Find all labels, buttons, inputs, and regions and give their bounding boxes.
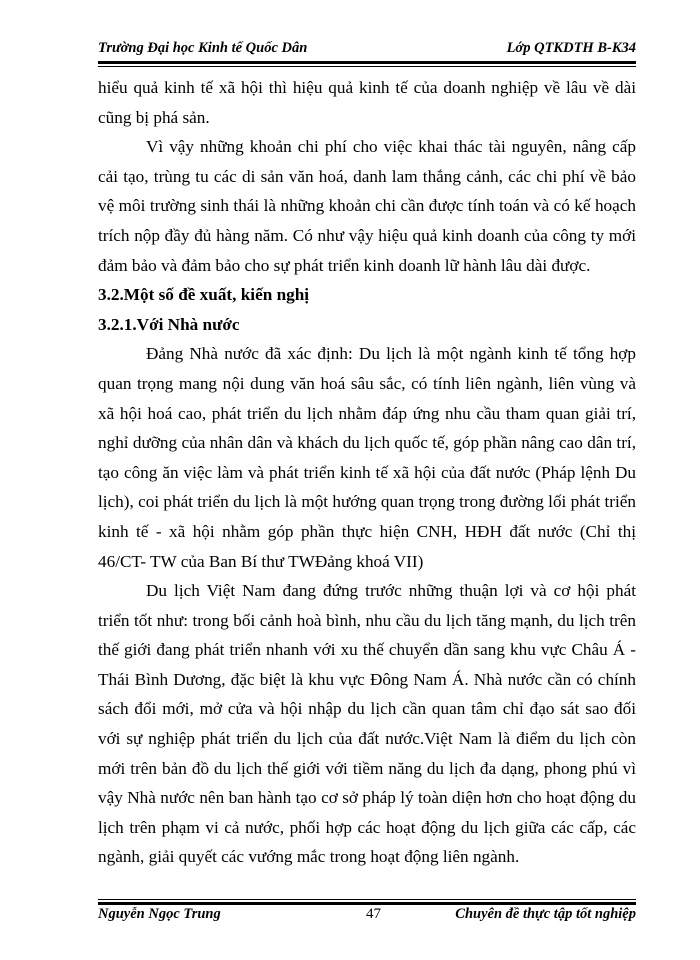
header-rule-thin (98, 66, 636, 67)
document-body (98, 73, 636, 872)
header-class-name: Lớp QTKDTH B-K34 (506, 40, 636, 56)
footer-rule-thin (98, 899, 636, 900)
paragraph-vietnam-tourism: Du lịch Việt Nam đang đứng trước những thuận lợi và cơ hội phát triển tốt như: trong bối cảnh hoà bình, nhu cầu du lịch tăng mạnh, du lịch trên thế giới đang phát triển nhanh với xu thế chuyển dần sang khu vực Châu Á - Thái Bình Dương, đặc biệt là khu vực Đông Nam Á. Nhà nước cần có chính sách đổi mới, mở cửa và hội nhập du lịch cần quan tâm chỉ đạo sát sao đối với sự nghiệp phát triển du lịch của đất nước.Việt Nam là điểm du lịch còn mới trên bản đồ du lịch thế giới với tiềm năng du lịch đa dạng, phong phú vì vậy Nhà nước nên ban hành tạo cơ sở pháp lý toàn diện hơn cho hoạt động du lịch trên phạm vi cả nước, phối hợp các hoạt động du lịch giữa các cấp, các ngành, giải quyết các vướng mắc trong hoạt động liên ngành. (98, 581, 636, 867)
footer-document-type: Chuyên đề thực tập tốt nghiệp (455, 906, 636, 922)
header-school-name: Trường Đại học Kinh tế Quốc Dân (98, 40, 308, 56)
section-heading: 3.2.Một số đề xuất, kiến nghị (98, 285, 310, 305)
header-rule-thick (98, 61, 636, 64)
footer-author: Nguyễn Ngọc Trung (98, 906, 221, 922)
paragraph-continued: hiểu quả kinh tế xã hội thì hiệu quả kinh tế của doanh nghiệp về lâu về dài cũng bị phá sản. (98, 78, 636, 127)
paragraph-costs: Vì vậy những khoản chi phí cho việc khai thác tài nguyên, nâng cấp cải tạo, trùng tu các di sản văn hoá, danh lam thắng cảnh, các chi phí về bảo vệ môi trường sinh thái là những khoản chi cần được tính toán và có kế hoạch trích nộp đầy đủ hàng năm. Có như vậy hiệu quả kinh doanh của công ty mới đảm bảo và đảm bảo cho sự phát triển kinh doanh lữ hành lâu dài được. (98, 137, 636, 275)
page-footer (98, 904, 636, 926)
subsection-heading: 3.2.1.Với Nhà nước (98, 314, 240, 334)
page-number: 47 (366, 906, 381, 922)
page-header (98, 32, 636, 58)
paragraph-state-policy: Đảng Nhà nước đã xác định: Du lịch là một ngành kinh tế tổng hợp quan trọng mang nội dung văn hoá sâu sắc, có tính liên ngành, liên vùng và xã hội hoá cao, phát triển du lịch nhằm đáp ứng nhu cầu tham quan giải trí, nghỉ dưỡng của nhân dân và khách du lịch quốc tế, góp phần nâng cao dân trí, tạo công ăn việc làm và phát triển kinh tế xã hội của đất nước (Pháp lệnh Du lịch), coi phát triển du lịch là một hướng quan trọng trong đường lối phát triển kinh tế - xã hội nhằm góp phần thực hiện CNH, HĐH đất nước (Chỉ thị 46/CT- TW của Ban Bí thư TWĐảng khoá VII) (98, 344, 637, 571)
